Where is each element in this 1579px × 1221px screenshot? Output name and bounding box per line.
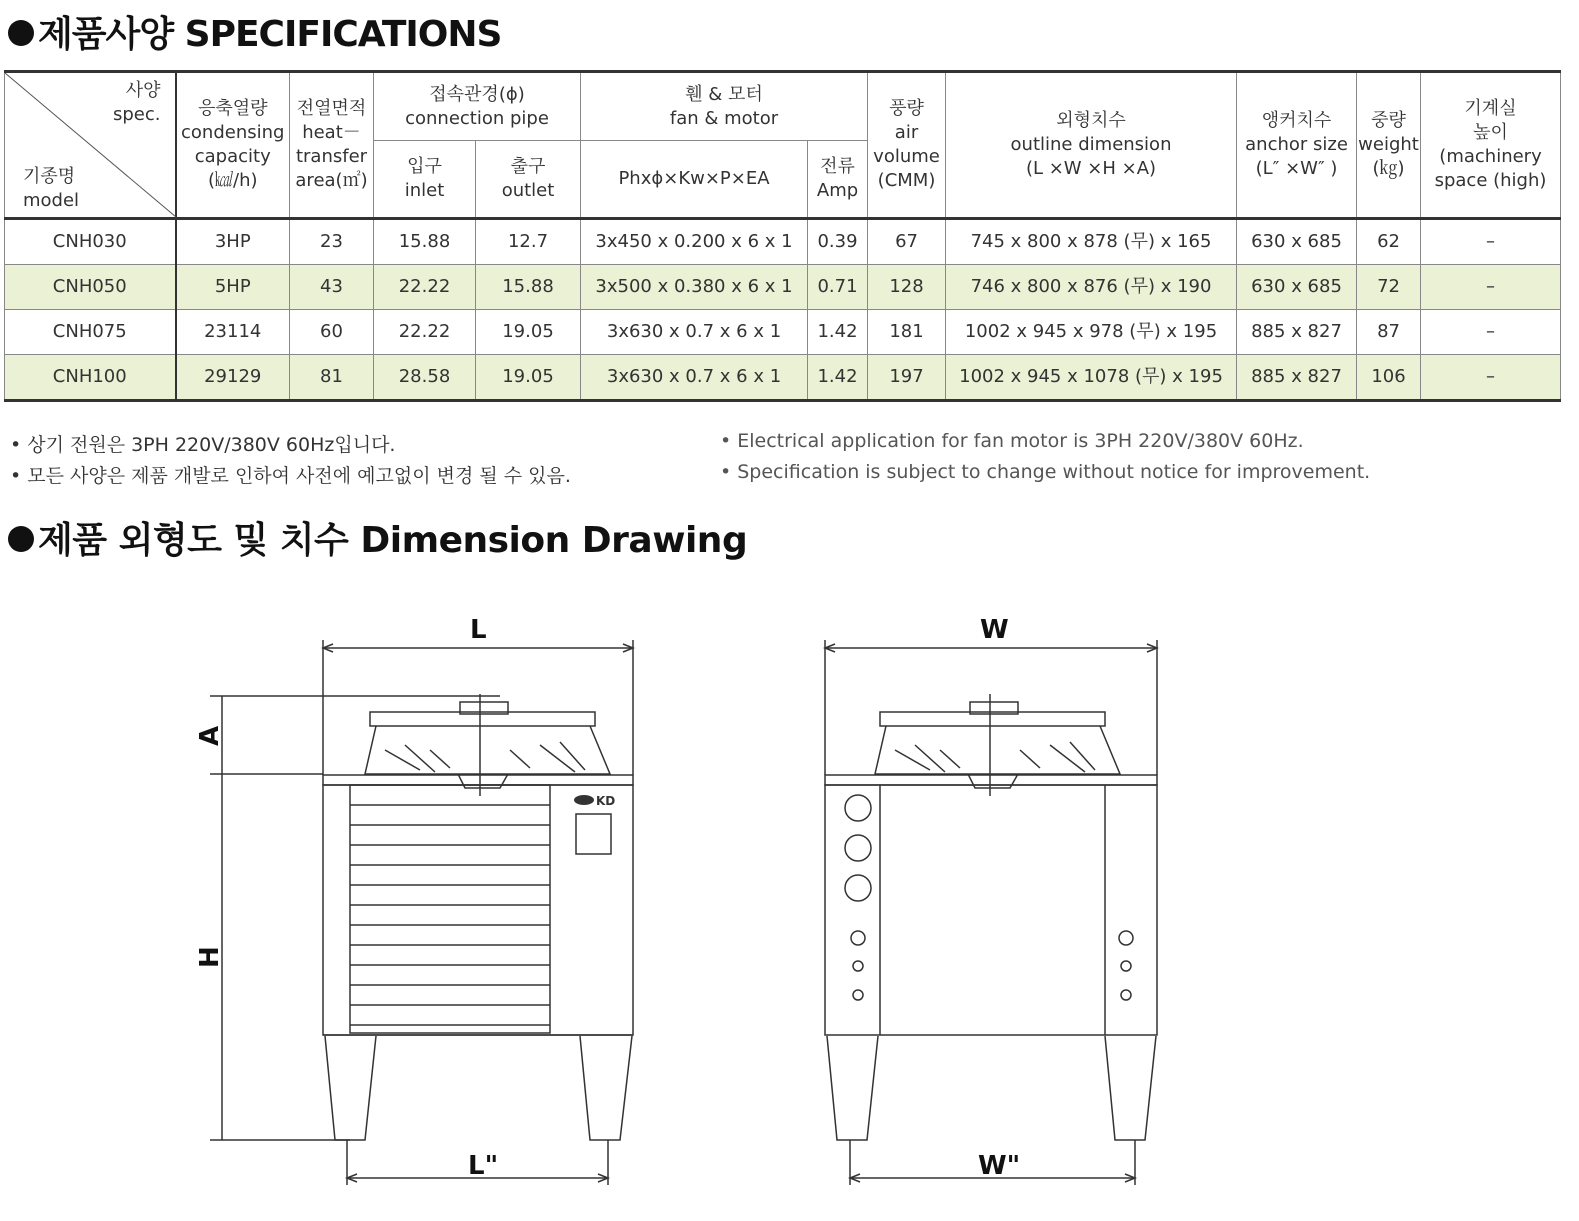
cell-air: 67	[868, 219, 946, 265]
cell-machinery: –	[1421, 355, 1561, 401]
kd-logo	[574, 794, 615, 808]
header-corner	[5, 72, 176, 219]
cell-area: 43	[290, 265, 374, 310]
cell-outlet: 19.05	[476, 310, 581, 355]
note-ko-2: • 모든 사양은 제품 개발로 인하여 사전에 예고없이 변경 될 수 있음.	[10, 465, 571, 487]
header-pipe: 접속관경(ϕ) connection pipe	[374, 72, 581, 141]
cell-anchor: 885 x 827	[1237, 355, 1357, 401]
cell-model: CNH050	[5, 265, 176, 310]
note-en-2: • Specification is subject to change without notice for improvement.	[720, 461, 1371, 483]
section-title-text: 제품 외형도 및 치수 Dimension Drawing	[38, 520, 748, 561]
header-outlet: 출구 outlet	[476, 141, 581, 219]
svg-text:KD: KD	[596, 794, 616, 808]
cell-outline: 746 x 800 x 876 (무) x 190	[946, 265, 1237, 310]
header-capacity: 응축열량 condensing capacity (㎉/h)	[176, 72, 290, 219]
cell-inlet: 22.22	[374, 310, 476, 355]
corner-bottom-ko: 기종명	[23, 166, 76, 187]
header-air: 풍량 air volume (CMM)	[868, 72, 946, 219]
cell-amp: 0.71	[808, 265, 868, 310]
note-en-1: • Electrical application for fan motor is 3PH 220V/380V 60Hz.	[720, 430, 1304, 452]
cell-model: CNH030	[5, 219, 176, 265]
cell-weight: 62	[1357, 219, 1421, 265]
cell-model: CNH075	[5, 310, 176, 355]
cell-fan: 3x630 x 0.7 x 6 x 1	[581, 310, 808, 355]
dimension-drawing	[180, 600, 1180, 1200]
cell-outline: 1002 x 945 x 978 (무) x 195	[946, 310, 1237, 355]
cell-area: 81	[290, 355, 374, 401]
label-Wpp: W"	[978, 1151, 1021, 1181]
cell-capacity: 23114	[176, 310, 290, 355]
cell-area: 23	[290, 219, 374, 265]
header-machinery: 기계실 높이 (machinery space (high)	[1421, 72, 1561, 219]
cell-fan: 3x450 x 0.200 x 6 x 1	[581, 219, 808, 265]
cell-weight: 72	[1357, 265, 1421, 310]
section-title-specifications	[8, 6, 501, 57]
header-fan: 휀 & 모터 fan & motor	[581, 72, 868, 141]
cell-outline: 745 x 800 x 878 (무) x 165	[946, 219, 1237, 265]
cell-fan: 3x500 x 0.380 x 6 x 1	[581, 265, 808, 310]
bullet-icon	[8, 20, 34, 46]
cell-machinery: –	[1421, 265, 1561, 310]
table-row	[5, 355, 1561, 401]
cell-outlet: 19.05	[476, 355, 581, 401]
cell-amp: 1.42	[808, 355, 868, 401]
header-inlet: 입구 inlet	[374, 141, 476, 219]
label-A: A	[195, 725, 225, 746]
label-W: W	[980, 615, 1009, 645]
cell-anchor: 630 x 685	[1237, 265, 1357, 310]
section-title-text: 제품사양 SPECIFICATIONS	[38, 14, 502, 55]
label-Lpp: L"	[468, 1151, 499, 1181]
cell-inlet: 15.88	[374, 219, 476, 265]
cell-outlet: 15.88	[476, 265, 581, 310]
cell-air: 197	[868, 355, 946, 401]
table-row	[5, 219, 1561, 265]
label-H: H	[195, 946, 225, 968]
cell-air: 128	[868, 265, 946, 310]
spec-table	[4, 70, 1561, 402]
header-weight: 중량 weight (㎏)	[1357, 72, 1421, 219]
label-L: L	[470, 615, 487, 645]
cell-capacity: 29129	[176, 355, 290, 401]
corner-top-ko: 사양	[125, 80, 161, 101]
cell-capacity: 5HP	[176, 265, 290, 310]
cell-outline: 1002 x 945 x 1078 (무) x 195	[946, 355, 1237, 401]
cell-anchor: 630 x 685	[1237, 219, 1357, 265]
cell-outlet: 12.7	[476, 219, 581, 265]
cell-amp: 1.42	[808, 310, 868, 355]
cell-model: CNH100	[5, 355, 176, 401]
cell-fan: 3x630 x 0.7 x 6 x 1	[581, 355, 808, 401]
cell-capacity: 3HP	[176, 219, 290, 265]
note-ko-1: • 상기 전원은 3PH 220V/380V 60Hz입니다.	[10, 434, 396, 456]
cell-weight: 87	[1357, 310, 1421, 355]
header-amp: 전류 Amp	[808, 141, 868, 219]
header-anchor: 앵커치수 anchor size (L″ ×W″ )	[1237, 72, 1357, 219]
cell-machinery: –	[1421, 219, 1561, 265]
corner-bottom-en: model	[23, 190, 80, 211]
bullet-icon	[8, 526, 34, 552]
header-area: 전열면적 heat－ transfer area(㎡)	[290, 72, 374, 219]
cell-area: 60	[290, 310, 374, 355]
cell-machinery: –	[1421, 310, 1561, 355]
cell-inlet: 22.22	[374, 265, 476, 310]
header-outline: 외형치수 outline dimension (L ×W ×H ×A)	[946, 72, 1237, 219]
cell-anchor: 885 x 827	[1237, 310, 1357, 355]
cell-amp: 0.39	[808, 219, 868, 265]
cell-inlet: 28.58	[374, 355, 476, 401]
corner-top-en: spec.	[113, 104, 161, 125]
table-row	[5, 310, 1561, 355]
section-title-dimension-drawing	[8, 512, 747, 563]
header-fanspec: Phxϕ×Kw×P×EA	[581, 141, 808, 219]
cell-weight: 106	[1357, 355, 1421, 401]
table-row	[5, 265, 1561, 310]
cell-air: 181	[868, 310, 946, 355]
